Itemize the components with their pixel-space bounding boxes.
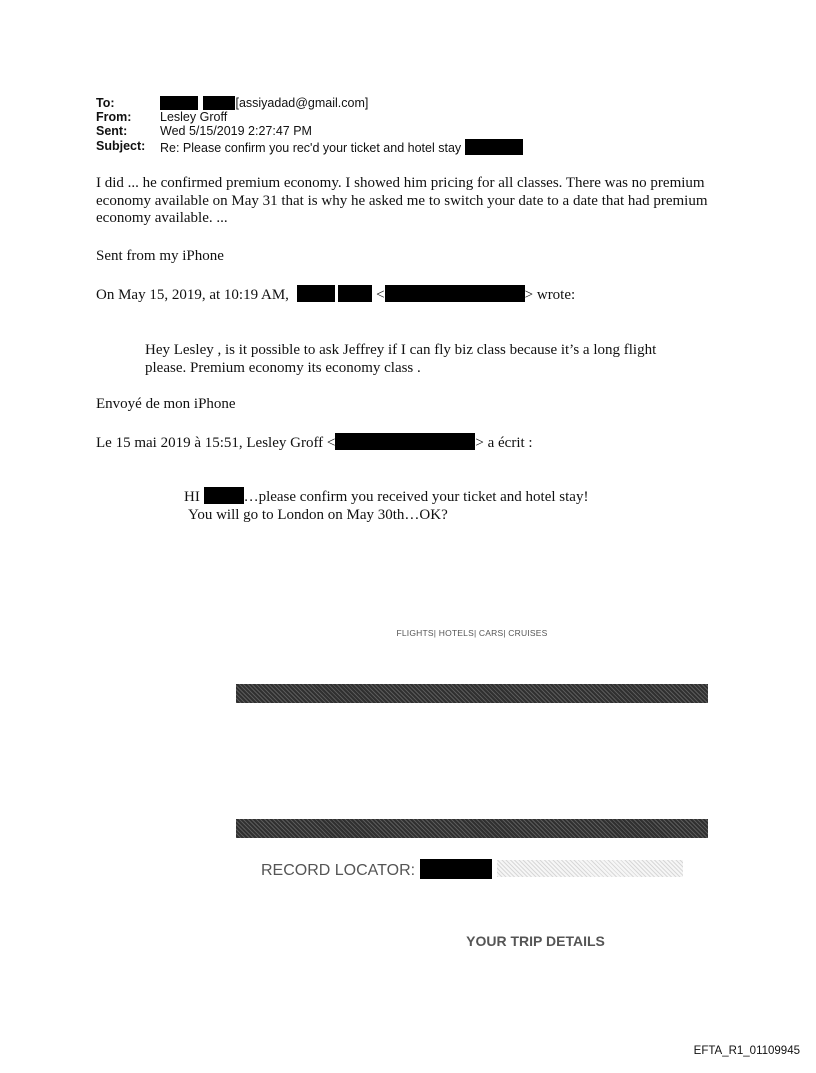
record-locator-label: RECORD LOCATOR: xyxy=(261,862,416,879)
quote2-text: …please confirm you received your ticket and hotel stay! xyxy=(243,489,589,505)
subject-value xyxy=(160,139,523,155)
redaction-box xyxy=(420,859,492,879)
from-value: Lesley Groff xyxy=(160,110,228,124)
record-locator xyxy=(261,859,492,880)
document-id: EFTA_R1_01109945 xyxy=(693,1045,800,1057)
quote2-line2: You will go to London on May 30th…OK? xyxy=(188,506,448,523)
quoted-message-2 xyxy=(184,487,704,524)
email-signature-french: Envoyé de mon iPhone xyxy=(96,396,236,412)
redaction-box xyxy=(338,285,372,302)
redaction-box xyxy=(465,139,523,155)
from-label: From: xyxy=(96,110,132,124)
reply-intro2-suffix: > a écrit : xyxy=(475,435,533,451)
quoted-message-1: Hey Lesley , is it possible to ask Jeffrey if I can fly biz class because it’s a long flight please. Premium economy its economy class . xyxy=(145,342,657,376)
quote2-greeting: HI xyxy=(184,489,200,505)
email-body-paragraph: I did ... he confirmed premium economy. I showed him pricing for all classes. There was no premium economy available on May 31 that is why he asked me to switch your date to a date that had premium economy available. ... xyxy=(96,175,708,226)
redaction-box xyxy=(204,487,244,504)
trip-details-heading: YOUR TRIP DETAILS xyxy=(466,933,605,949)
redaction-box xyxy=(335,433,475,450)
redacted-banner xyxy=(236,684,708,703)
quote2-line1 xyxy=(184,487,704,507)
email-header xyxy=(96,96,596,156)
to-label: To: xyxy=(96,96,115,110)
redaction-box xyxy=(160,96,198,110)
reply-intro-prefix: On May 15, 2019, at 10:19 AM, xyxy=(96,287,289,303)
reply-intro-suffix: wrote: xyxy=(536,287,576,303)
travel-nav-links: FLIGHTS| HOTELS| CARS| CRUISES xyxy=(396,628,548,638)
reply-intro: On May 15, 2019, at 10:19 AM, < > wrote: xyxy=(96,287,576,303)
subject-text: Re: Please confirm you rec'd your ticket and hotel stay xyxy=(160,141,462,155)
to-email: [assiyadad@gmail.com] xyxy=(235,96,369,110)
subject-label: Subject: xyxy=(96,139,146,153)
redacted-banner xyxy=(236,819,708,838)
redacted-field xyxy=(497,860,683,877)
reply-intro-2 xyxy=(96,433,736,453)
reply-intro2-prefix: Le 15 mai 2019 à 15:51, Lesley Groff < xyxy=(96,435,336,451)
sent-value: Wed 5/15/2019 2:27:47 PM xyxy=(160,124,312,138)
redaction-box xyxy=(385,285,525,302)
redaction-box xyxy=(297,285,335,302)
sent-label: Sent: xyxy=(96,124,128,138)
to-value xyxy=(160,96,368,110)
redaction-box xyxy=(203,96,235,110)
email-signature: Sent from my iPhone xyxy=(96,248,224,264)
